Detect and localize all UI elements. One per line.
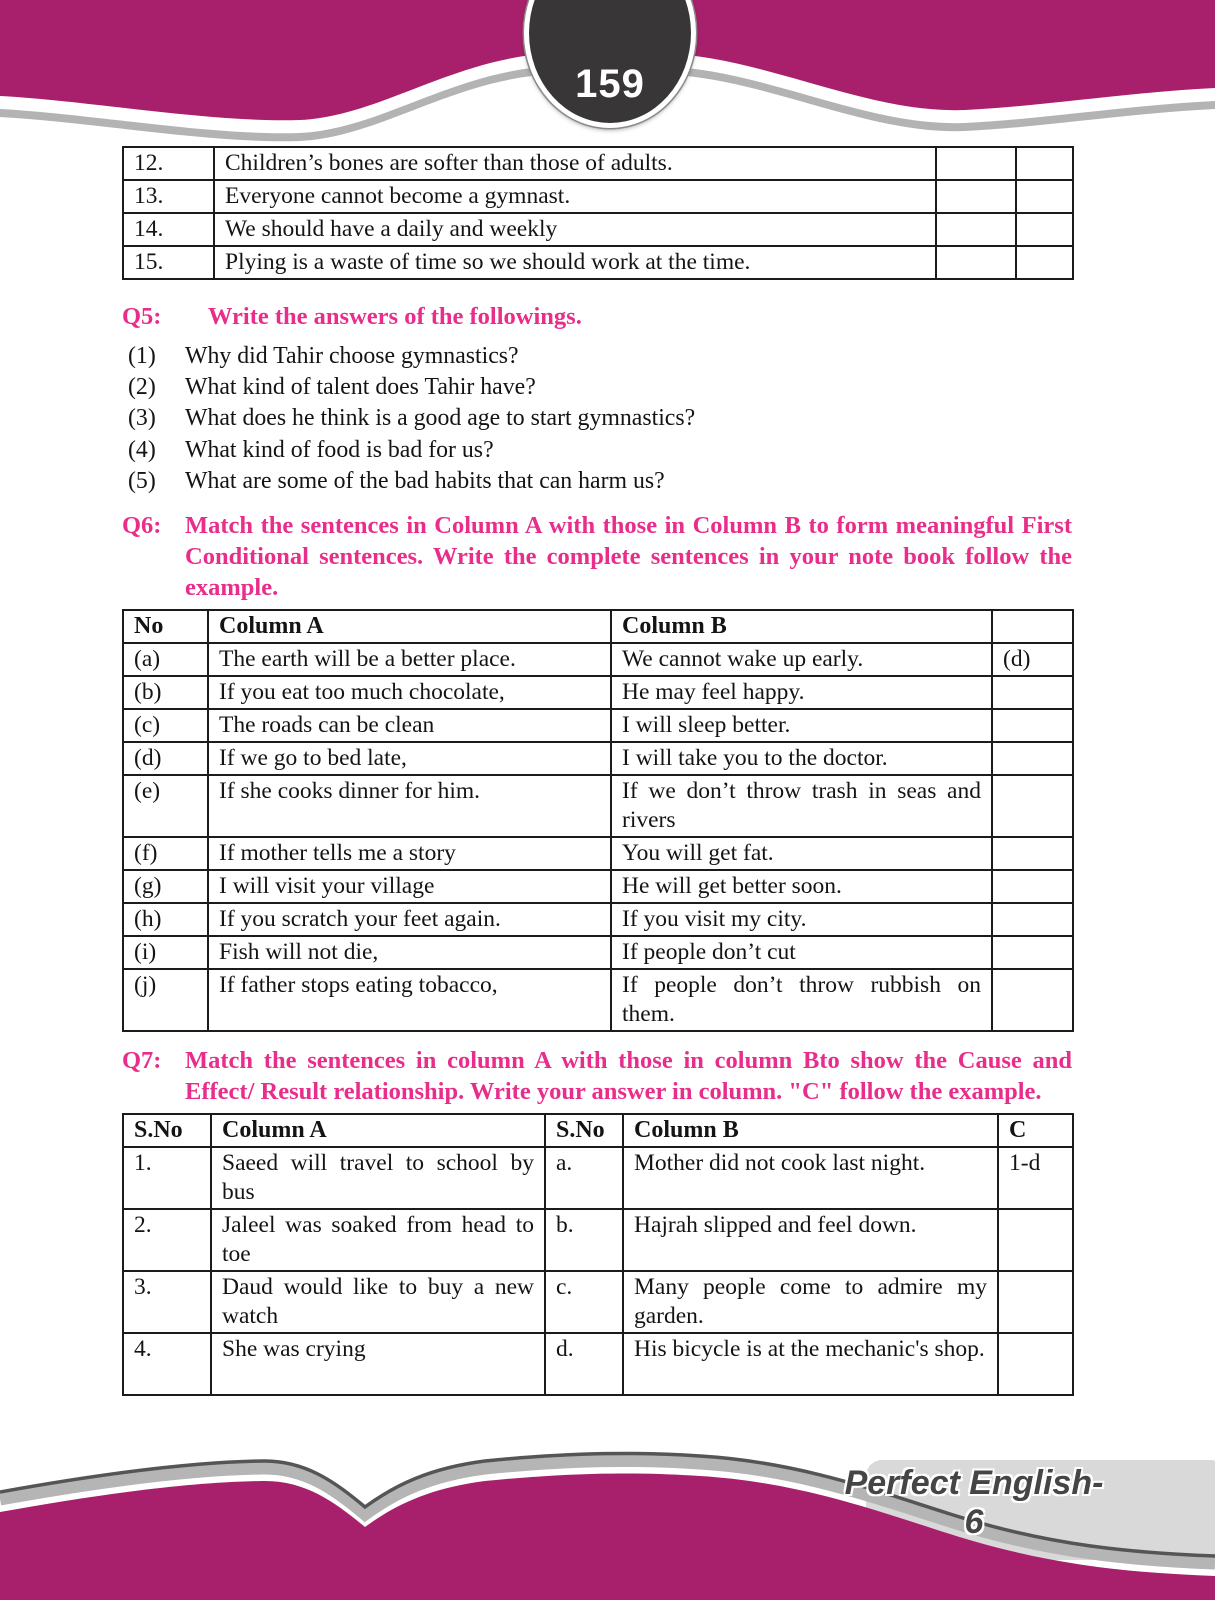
col-a-cell: If mother tells me a story [208, 837, 611, 870]
page-content [122, 146, 1072, 1396]
answer-cell [998, 1209, 1073, 1271]
table-row [123, 969, 1073, 1031]
table-row [123, 1333, 1073, 1395]
table-row [123, 147, 1073, 180]
col-b-cell: If we don’t throw trash in seas and rivers [611, 775, 992, 837]
table-row [123, 870, 1073, 903]
q6-matching-table [122, 609, 1074, 1032]
col-a-cell: If father stops eating tobacco, [208, 969, 611, 1031]
row-letter: (c) [123, 709, 208, 742]
question-text: What does he think is a good age to start gymnastics? [185, 405, 696, 432]
column-header [992, 610, 1073, 643]
statement-no: 12. [123, 147, 214, 180]
statement-text: Everyone cannot become a gymnast. [214, 180, 936, 213]
row-letter: (b) [123, 676, 208, 709]
col-a-cell: If we go to bed late, [208, 742, 611, 775]
col-a-cell: The earth will be a better place. [208, 643, 611, 676]
q6-heading [122, 510, 1072, 603]
col-b-cell: If you visit my city. [611, 903, 992, 936]
col-a-cell: Fish will not die, [208, 936, 611, 969]
row-letter: d. [545, 1333, 623, 1395]
row-letter: (f) [123, 837, 208, 870]
answer-cell: 1-d [998, 1147, 1073, 1209]
col-a-cell: Saeed will travel to school by bus [211, 1147, 545, 1209]
mark-cell [936, 180, 1016, 213]
question-number: (5) [128, 467, 156, 494]
question-number: (4) [128, 436, 156, 463]
column-header: Column B [623, 1114, 998, 1147]
column-header: S.No [123, 1114, 211, 1147]
mark-cell [1016, 180, 1073, 213]
q6-title: Match the sentences in Column A with those in Column B to form meaningful First Conditional sentences. Write the complete sentences in your note book follow the example. [185, 512, 1072, 602]
table-row [123, 180, 1073, 213]
col-b-cell: If people don’t cut [611, 936, 992, 969]
answer-cell [992, 870, 1073, 903]
row-letter: (g) [123, 870, 208, 903]
col-a-cell: Jaleel was soaked from head to toe [211, 1209, 545, 1271]
mark-cell [936, 147, 1016, 180]
table-row [123, 775, 1073, 837]
table-row [123, 1271, 1073, 1333]
question-text: What kind of food is bad for us? [185, 436, 494, 463]
col-a-cell: I will visit your village [208, 870, 611, 903]
q5-question-list [122, 341, 1072, 497]
statement-no: 13. [123, 180, 214, 213]
column-header: S.No [545, 1114, 623, 1147]
mark-cell [1016, 147, 1073, 180]
answer-cell [998, 1333, 1073, 1395]
q7-title: Match the sentences in column A with those in column Bto show the Cause and Effect/ Result relationship. Write your answer in column. "C" follow the example. [185, 1047, 1072, 1106]
col-b-cell: We cannot wake up early. [611, 643, 992, 676]
answer-cell [992, 775, 1073, 837]
list-item [122, 435, 1072, 466]
q6-label: Q6: [122, 512, 162, 540]
table-row [123, 837, 1073, 870]
col-b-cell: If people don’t throw rubbish on them. [611, 969, 992, 1031]
col-b-cell: Many people come to admire my garden. [623, 1271, 998, 1333]
statement-text: Plying is a waste of time so we should work at the time. [214, 246, 936, 279]
question-number: (1) [128, 343, 156, 369]
question-text: Why did Tahir choose gymnastics? [185, 343, 519, 369]
column-header: Column A [211, 1114, 545, 1147]
row-letter: (d) [123, 742, 208, 775]
table-row [123, 1147, 1073, 1209]
footer-banner [0, 1430, 1215, 1600]
answer-cell [992, 742, 1073, 775]
page-number: 159 [575, 62, 645, 106]
table-row [123, 676, 1073, 709]
mark-cell [936, 213, 1016, 246]
row-letter: (h) [123, 903, 208, 936]
statement-no: 15. [123, 246, 214, 279]
question-number: (3) [128, 405, 156, 432]
question-text: What are some of the bad habits that can harm us? [185, 467, 665, 494]
col-b-cell: Hajrah slipped and feel down. [623, 1209, 998, 1271]
q7-cause-effect-table [122, 1113, 1074, 1396]
row-number: 1. [123, 1147, 211, 1209]
list-item [122, 341, 1072, 372]
table-row [123, 742, 1073, 775]
statement-text: We should have a daily and weekly [214, 213, 936, 246]
row-number: 3. [123, 1271, 211, 1333]
row-letter: (i) [123, 936, 208, 969]
question-text: What kind of talent does Tahir have? [185, 374, 536, 401]
col-b-cell: I will take you to the doctor. [611, 742, 992, 775]
book-title: Perfect English-6 [844, 1464, 1104, 1541]
col-a-cell: If you eat too much chocolate, [208, 676, 611, 709]
table-row [123, 213, 1073, 246]
column-header: Column B [611, 610, 992, 643]
answer-cell [998, 1271, 1073, 1333]
col-b-cell: I will sleep better. [611, 709, 992, 742]
answer-cell [992, 676, 1073, 709]
top-banner [0, 0, 1215, 150]
table-row [123, 709, 1073, 742]
row-number: 4. [123, 1333, 211, 1395]
answer-cell [992, 969, 1073, 1031]
answer-cell [992, 837, 1073, 870]
table-row [123, 936, 1073, 969]
table-row [123, 903, 1073, 936]
row-letter: a. [545, 1147, 623, 1209]
row-letter: (j) [123, 969, 208, 1031]
statement-no: 14. [123, 213, 214, 246]
column-header: C [998, 1114, 1073, 1147]
col-b-cell: Mother did not cook last night. [623, 1147, 998, 1209]
col-b-cell: You will get fat. [611, 837, 992, 870]
statement-text: Children’s bones are softer than those of adults. [214, 147, 936, 180]
row-letter: (a) [123, 643, 208, 676]
col-b-cell: He will get better soon. [611, 870, 992, 903]
mark-cell [1016, 213, 1073, 246]
q7-label: Q7: [122, 1047, 162, 1075]
list-item [122, 466, 1072, 497]
table-row [123, 1209, 1073, 1271]
col-a-cell: If you scratch your feet again. [208, 903, 611, 936]
row-letter: b. [545, 1209, 623, 1271]
col-a-cell: Daud would like to buy a new watch [211, 1271, 545, 1333]
list-item [122, 403, 1072, 434]
answer-cell [992, 709, 1073, 742]
col-a-cell: If she cooks dinner for him. [208, 775, 611, 837]
col-a-cell: She was crying [211, 1333, 545, 1395]
question-number: (2) [128, 374, 156, 401]
table-header-row [123, 610, 1073, 643]
table-row [123, 246, 1073, 279]
q5-title: Write the answers of the followings. [208, 303, 582, 330]
table-header-row [123, 1114, 1073, 1147]
table-row [123, 643, 1073, 676]
column-header: No [123, 610, 208, 643]
q7-heading [122, 1045, 1072, 1107]
q5-label: Q5: [122, 303, 162, 330]
col-b-cell: His bicycle is at the mechanic's shop. [623, 1333, 998, 1395]
mark-cell [1016, 246, 1073, 279]
col-b-cell: He may feel happy. [611, 676, 992, 709]
q5-heading [122, 301, 1072, 332]
row-letter: (e) [123, 775, 208, 837]
list-item [122, 372, 1072, 403]
col-a-cell: The roads can be clean [208, 709, 611, 742]
answer-cell [992, 936, 1073, 969]
answer-cell: (d) [992, 643, 1073, 676]
row-number: 2. [123, 1209, 211, 1271]
statements-table [122, 146, 1074, 280]
row-letter: c. [545, 1271, 623, 1333]
column-header: Column A [208, 610, 611, 643]
answer-cell [992, 903, 1073, 936]
mark-cell [936, 246, 1016, 279]
